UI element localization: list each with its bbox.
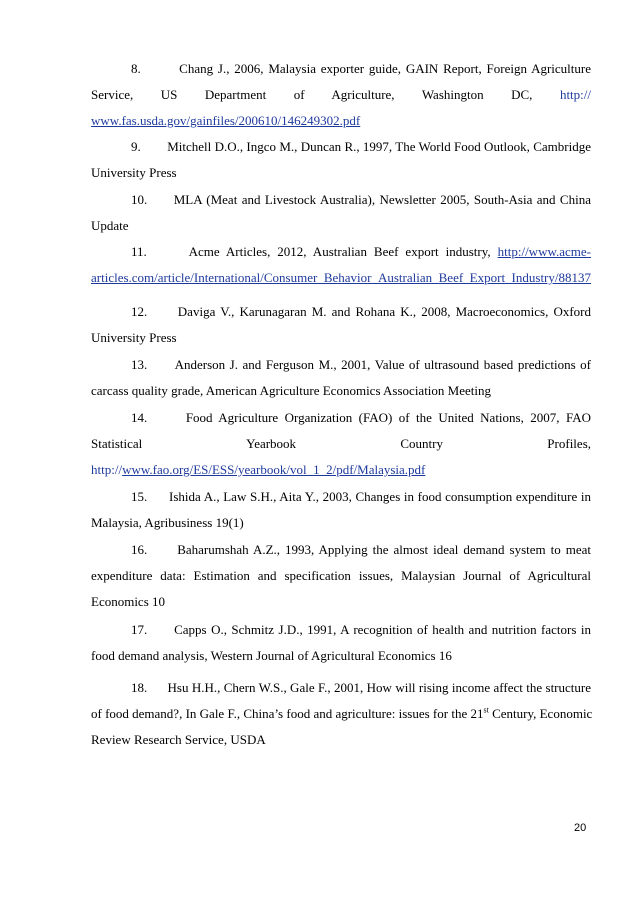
ref-number: 9. bbox=[131, 139, 141, 154]
ref-number: 18. bbox=[131, 680, 148, 695]
reference-link[interactable]: www.fao.org/ES/ESS/yearbook/vol_1_2/pdf/Malaysia.pdf bbox=[122, 462, 426, 477]
reference-8 bbox=[91, 56, 591, 134]
ref-text: Malaysia, Agribusiness 19(1) bbox=[91, 515, 244, 530]
ref-text: expenditure data: Estimation and specification issues, Malaysian Journal of Agricultural bbox=[91, 568, 591, 583]
ref-number: 13. bbox=[131, 357, 148, 372]
ref-number: 16. bbox=[131, 542, 148, 557]
reference-link[interactable]: www.fas.usda.gov/gainfiles/200610/146249302.pdf bbox=[91, 113, 361, 128]
ref-number: 11. bbox=[131, 244, 147, 259]
superscript: st bbox=[483, 705, 489, 715]
ref-text: Food Agriculture Organization (FAO) of the United Nations, 2007, FAO bbox=[185, 410, 591, 425]
ref-text: University Press bbox=[91, 330, 177, 345]
reference-link[interactable]: http://www.acme- bbox=[497, 244, 592, 259]
reference-link[interactable]: articles.com/article/International/Consumer_Behavior_Australian_Beef_Export_Industry/88137 bbox=[91, 270, 591, 285]
ref-text: carcass quality grade, American Agriculture Economics Association Meeting bbox=[91, 383, 491, 398]
reference-13 bbox=[91, 352, 591, 404]
ref-text: Statistical Yearbook Country Profiles, bbox=[91, 436, 591, 451]
reference-10 bbox=[91, 187, 591, 239]
reference-16 bbox=[91, 537, 591, 615]
ref-text: Mitchell D.O., Ingco M., Duncan R., 1997, The World Food Outlook, Cambridge bbox=[167, 139, 591, 154]
ref-text: Daviga V., Karunagaran M. and Rohana K., 2008, Macroeconomics, Oxford bbox=[177, 304, 592, 319]
ref-number: 12. bbox=[131, 304, 148, 319]
ref-text: Review Research Service, USDA bbox=[91, 732, 266, 747]
ref-text: Hsu H.H., Chern W.S., Gale F., 2001, How will rising income affect the structure bbox=[167, 680, 591, 695]
ref-text: Economics 10 bbox=[91, 594, 166, 609]
ref-text: Acme Articles, 2012, Australian Beef export industry, bbox=[188, 244, 491, 259]
ref-number: 10. bbox=[131, 192, 148, 207]
reference-11 bbox=[91, 239, 591, 291]
ref-text: Chang J., 2006, Malaysia exporter guide, GAIN Report, Foreign Agriculture bbox=[179, 61, 591, 76]
ref-text: Ishida A., Law S.H., Aita Y., 2003, Changes in food consumption expenditure in bbox=[169, 489, 591, 504]
ref-number: 8. bbox=[131, 61, 141, 76]
page-number: 20 bbox=[574, 822, 587, 834]
ref-text: University Press bbox=[91, 165, 177, 180]
ref-number: 17. bbox=[131, 622, 148, 637]
ref-text: Anderson J. and Ferguson M., 2001, Value of ultrasound based predictions of bbox=[174, 357, 592, 372]
link-prefix[interactable]: http:// bbox=[91, 462, 123, 477]
ref-text: Service, US Department of Agriculture, Washington DC, bbox=[91, 87, 533, 102]
ref-text: Baharumshah A.Z., 1993, Applying the almost ideal demand system to meat bbox=[177, 542, 592, 557]
reference-18 bbox=[91, 675, 591, 753]
reference-17 bbox=[91, 617, 591, 669]
ref-text: Update bbox=[91, 218, 129, 233]
reference-12 bbox=[91, 299, 591, 351]
reference-15 bbox=[91, 484, 591, 536]
ref-text: food demand analysis, Western Journal of Agricultural Economics 16 bbox=[91, 648, 452, 663]
ref-number: 15. bbox=[131, 489, 148, 504]
ref-text: Capps O., Schmitz J.D., 1991, A recognition of health and nutrition factors in bbox=[174, 622, 591, 637]
reference-14 bbox=[91, 405, 591, 483]
ref-number: 14. bbox=[131, 410, 148, 425]
ref-text: of food demand?, In Gale F., China’s food and agriculture: issues for the 21 bbox=[91, 706, 484, 721]
ref-text: MLA (Meat and Livestock Australia), Newsletter 2005, South-Asia and China bbox=[173, 192, 591, 207]
reference-9 bbox=[91, 134, 591, 186]
link-prefix[interactable]: http:// bbox=[559, 87, 591, 102]
ref-text: Century, Economic bbox=[488, 706, 593, 721]
